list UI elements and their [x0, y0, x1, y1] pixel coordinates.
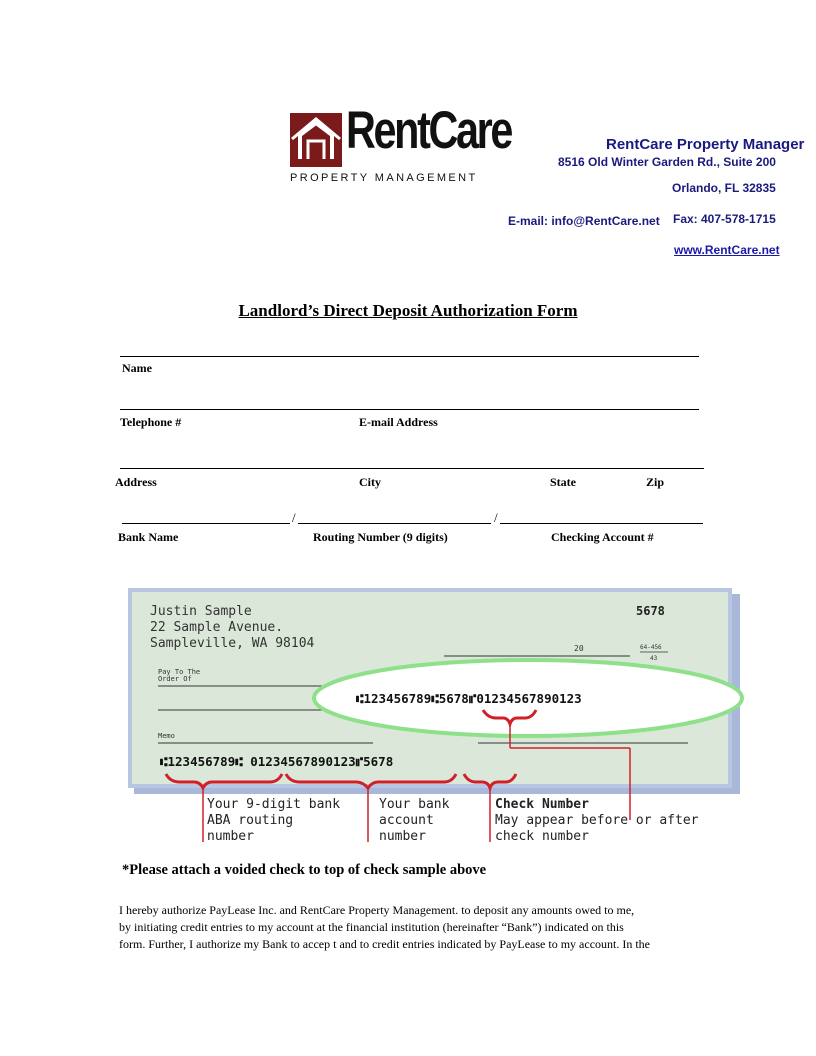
- caption-check-title: Check Number: [495, 797, 589, 812]
- authorization-line: form. Further, I authorize my Bank to accep t and to credit entries indicated by PayLease to my account. In the: [119, 937, 651, 951]
- pay-to-label-1: Pay To The: [158, 668, 201, 676]
- form-title: Landlord’s Direct Deposit Authorization Form: [238, 301, 578, 320]
- zoom-micr-line: ⑆123456789⑆5678⑈01234567890123: [356, 691, 582, 706]
- memo-label: Memo: [158, 732, 175, 740]
- email-contact[interactable]: E-mail: info@RentCare.net: [508, 214, 660, 228]
- authorization-paragraph: [119, 902, 719, 953]
- attach-check-note: *Please attach a voided check to top of check sample above: [122, 862, 487, 878]
- routing-number-field[interactable]: [298, 523, 491, 524]
- telephone-email-field[interactable]: [120, 409, 699, 410]
- check-micr-line: ⑆123456789⑆ 01234567890123⑈5678: [160, 754, 394, 769]
- state-label: State: [550, 475, 576, 489]
- caption-check-2: check number: [495, 829, 589, 844]
- address-field[interactable]: [120, 468, 704, 469]
- check-date-code: 20: [574, 644, 584, 653]
- telephone-label: Telephone #: [120, 415, 182, 429]
- zip-label: Zip: [646, 475, 665, 489]
- caption-account-3: number: [379, 829, 426, 844]
- name-field[interactable]: [120, 356, 699, 357]
- checking-account-label: Checking Account #: [551, 530, 654, 544]
- caption-routing-2: ABA routing: [207, 813, 294, 828]
- bank-name-label: Bank Name: [118, 530, 179, 544]
- check-fraction-bottom: 43: [650, 655, 658, 662]
- name-label: Name: [122, 361, 152, 375]
- check-owner-name: Justin Sample: [150, 604, 252, 619]
- bank-name-field[interactable]: [122, 523, 290, 524]
- rentcare-logo-icon: [290, 113, 342, 167]
- website-link[interactable]: www.RentCare.net: [674, 243, 780, 257]
- separator: /: [292, 510, 296, 525]
- caption-account-1: Your bank: [379, 797, 450, 812]
- logo-wordmark: RentCare: [346, 101, 512, 160]
- check-owner-city: Sampleville, WA 98104: [150, 636, 315, 651]
- caption-routing-1: Your 9-digit bank: [207, 797, 341, 812]
- address-line-2: Orlando, FL 32835: [672, 181, 776, 195]
- authorization-line: I hereby authorize PayLease Inc. and RentCare Property Management. to deposit any amounts owed to me,: [119, 903, 635, 917]
- caption-check-1: May appear before or after: [495, 813, 699, 828]
- logo-tagline: PROPERTY MANAGEMENT: [290, 172, 478, 184]
- address-line-1: 8516 Old Winter Garden Rd., Suite 200: [558, 155, 776, 169]
- address-label: Address: [115, 475, 157, 489]
- caption-account-2: account: [379, 813, 434, 828]
- fax-contact: Fax: 407-578-1715: [673, 212, 776, 226]
- caption-routing-3: number: [207, 829, 254, 844]
- checking-account-field[interactable]: [500, 523, 703, 524]
- pay-to-label-2: Order Of: [158, 675, 192, 683]
- company-name: RentCare Property Manager: [606, 136, 805, 153]
- separator: /: [494, 510, 498, 525]
- city-label: City: [359, 475, 381, 489]
- check-owner-street: 22 Sample Avenue.: [150, 620, 284, 635]
- check-number: 5678: [636, 604, 665, 618]
- authorization-line: by initiating credit entries to my account at the financial institution (hereinafter “Bank”) indicated on this: [119, 920, 624, 934]
- sample-check-image: [128, 588, 744, 846]
- email-label: E-mail Address: [359, 415, 438, 429]
- routing-number-label: Routing Number (9 digits): [313, 530, 448, 544]
- check-fraction-top: 64-456: [640, 644, 662, 651]
